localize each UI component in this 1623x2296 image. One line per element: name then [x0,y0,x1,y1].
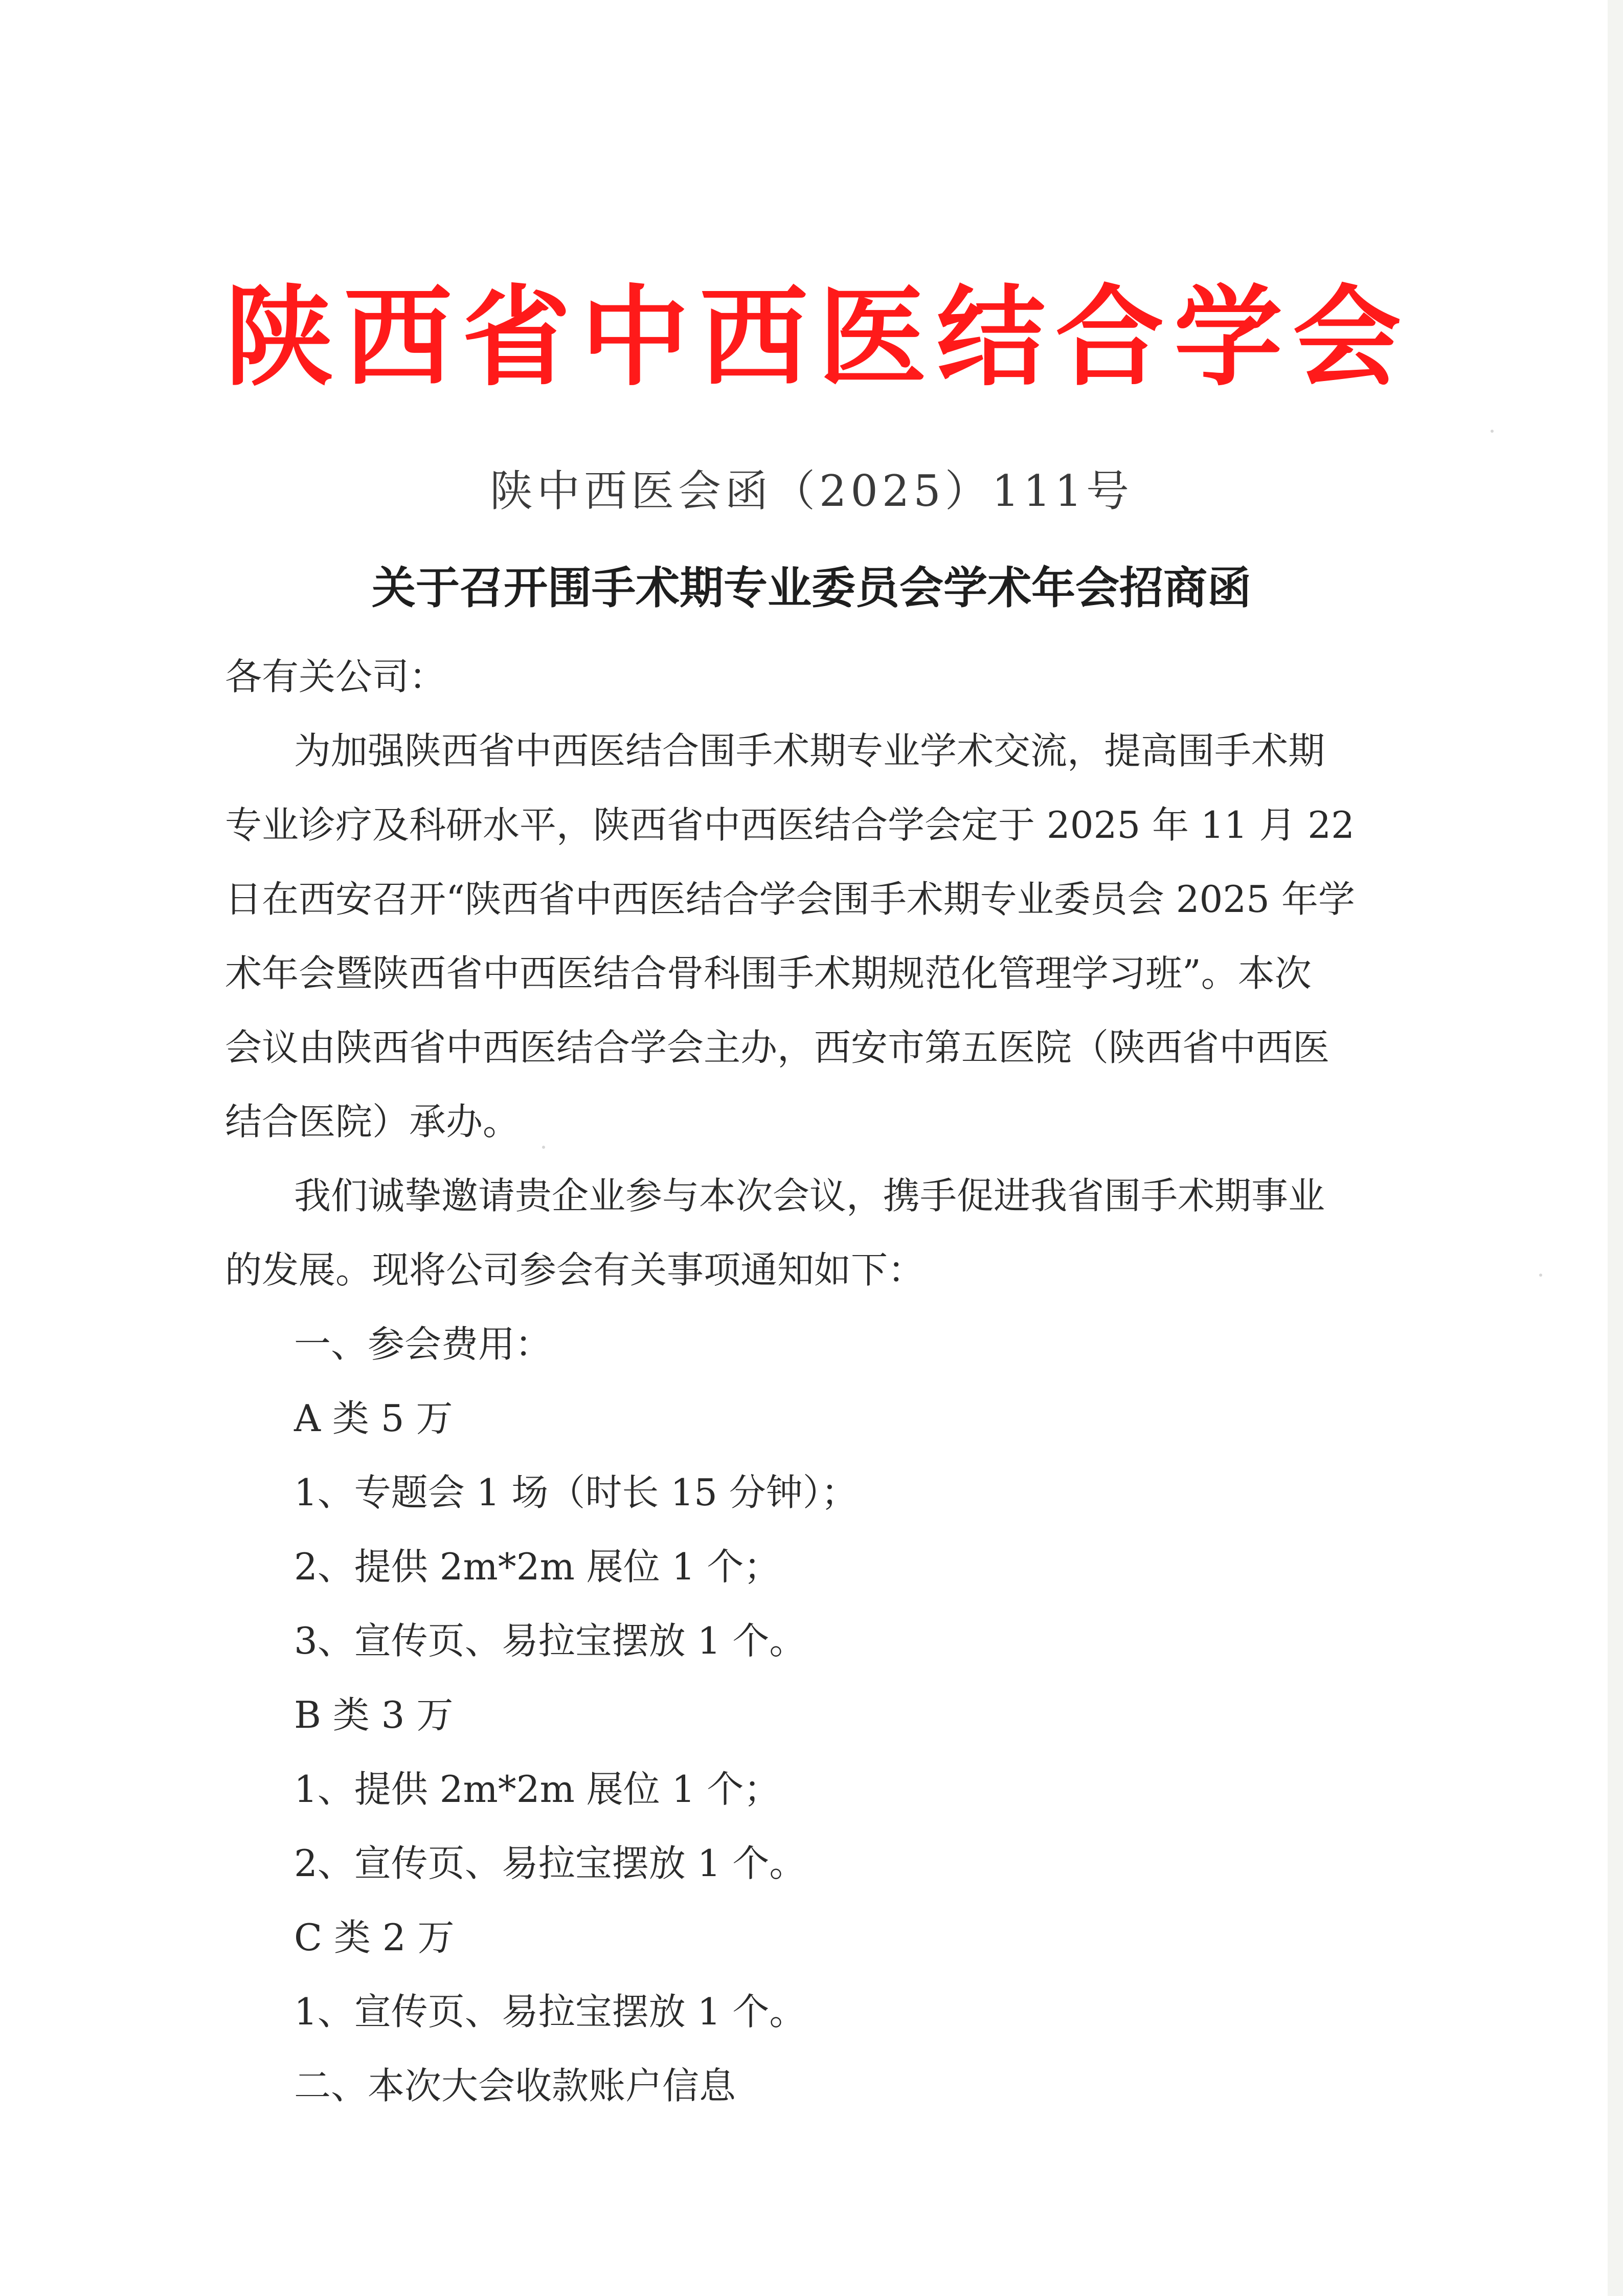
scan-speck [1539,1274,1542,1277]
paragraph-line: 我们诚挚邀请贵企业参与本次会议，携手促进我省围手术期事业 [294,1174,1325,1217]
section-heading-account: 二、本次大会收款账户信息 [294,2064,736,2107]
paragraph-line: 术年会暨陕西省中西医结合骨科围手术期规范化管理学习班”。本次 [225,952,1312,995]
category-a-label: A 类 5 万 [294,1397,453,1440]
category-b-item: 1、提供 2m*2m 展位 1 个； [294,1768,781,1811]
scan-edge [1608,0,1623,2296]
document-number: 陕中西医会函（2025）111号 [489,466,1134,516]
category-c-label: C 类 2 万 [294,1916,455,1959]
scan-speck [542,1146,545,1149]
section-heading-fees: 一、参会费用： [294,1323,552,1366]
category-a-item: 3、宣传页、易拉宝摆放 1 个。 [294,1619,806,1662]
category-a-item: 1、专题会 1 场（时长 15 分钟）； [294,1471,858,1514]
paragraph-line: 为加强陕西省中西医结合围手术期专业学术交流，提高围手术期 [294,729,1325,772]
paragraph-line: 的发展。现将公司参会有关事项通知如下： [225,1249,925,1291]
category-b-item: 2、宣传页、易拉宝摆放 1 个。 [294,1842,806,1885]
category-a-item: 2、提供 2m*2m 展位 1 个； [294,1545,781,1588]
paragraph-line: 结合医院）承办。 [225,1100,520,1143]
category-c-item: 1、宣传页、易拉宝摆放 1 个。 [294,1990,806,2033]
document-title: 关于召开围手术期专业委员会学术年会招商函 [372,563,1251,614]
letterhead-title: 陕西省中西医结合学会 [225,274,1411,400]
category-b-label: B 类 3 万 [294,1693,454,1736]
paragraph-line: 专业诊疗及科研水平，陕西省中西医结合学会定于 2025 年 11 月 22 [225,804,1355,846]
paragraph-line: 日在西安召开“陕西省中西医结合学会围手术期专业委员会 2025 年学 [225,878,1355,921]
greeting: 各有关公司： [225,655,446,698]
scan-speck [1491,430,1494,433]
paragraph-line: 会议由陕西省中西医结合学会主办，西安市第五医院（陕西省中西医 [225,1026,1330,1069]
